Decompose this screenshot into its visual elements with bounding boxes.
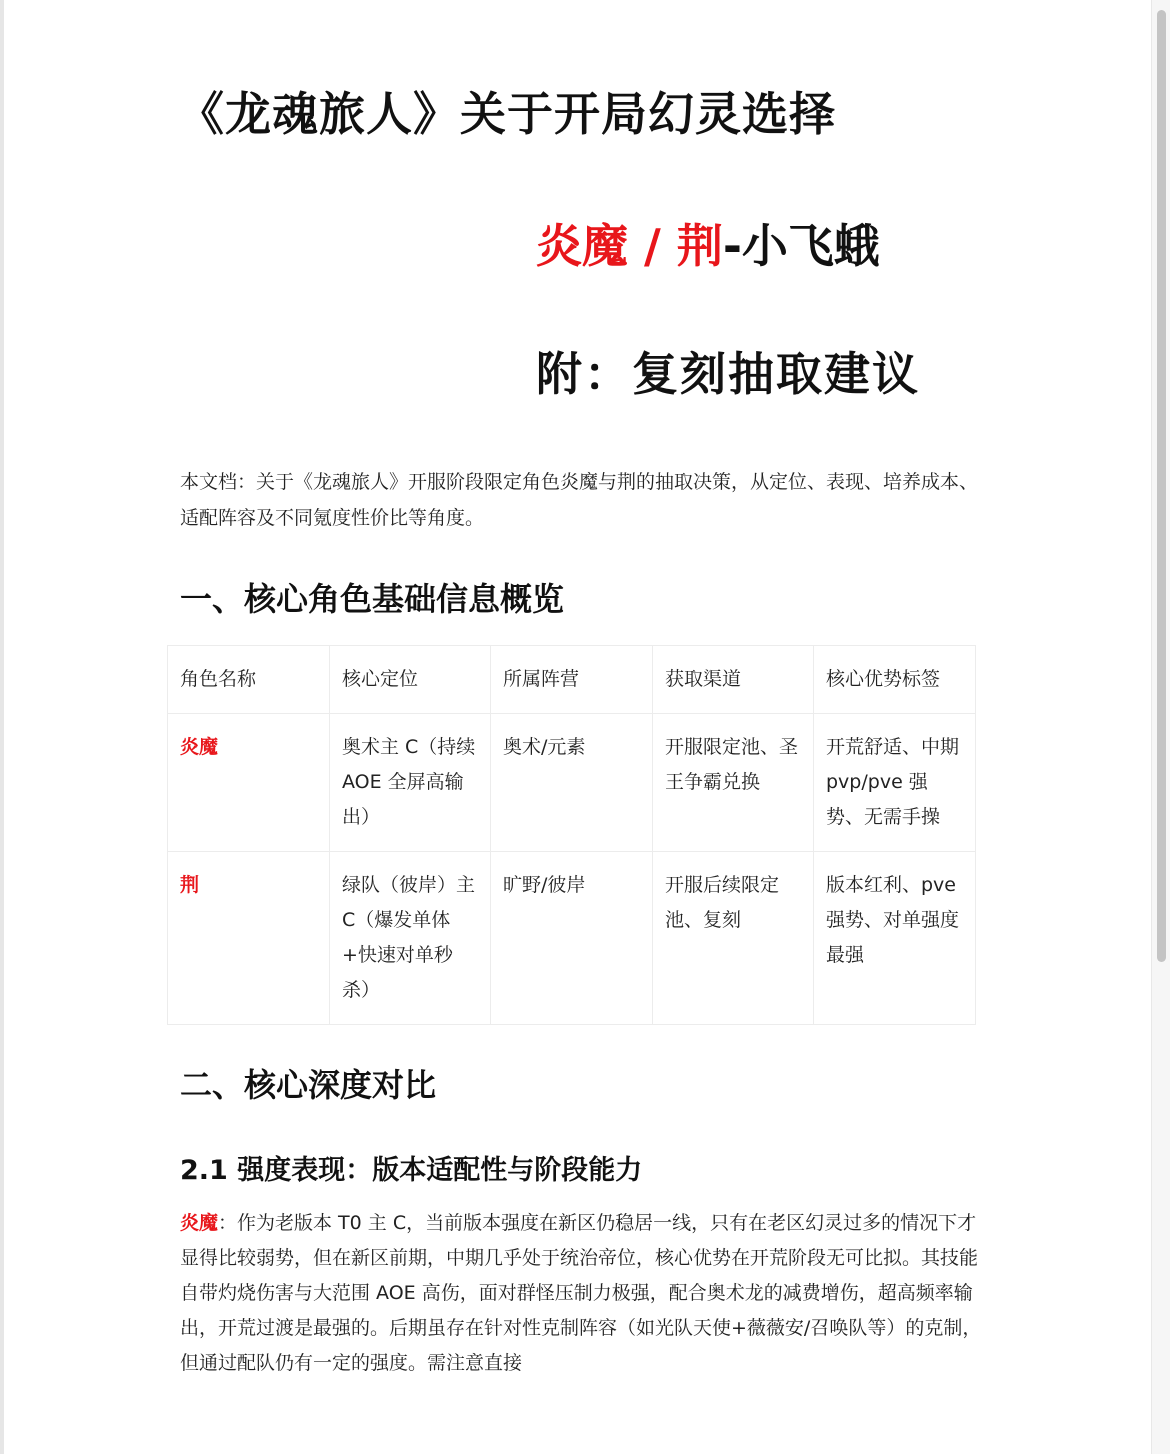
paragraph-text: ：作为老版本 T0 主 C，当前版本强度在新区仍稳居一线，只有在老区幻灵过多的情况下才显得比较弱势，但在新区前期，中期几乎处于统治帝位，核心优势在开荒阶段无可比拟。其技能自带灼烧伤害与大范围 AOE 高伤，面对群怪压制力极强，配合奥术龙的减费增伤，超高频率输出，开荒过渡是最强的。后期虽存在针对性克制阵容（如光队天使+薇薇安/召唤队等）的克制，但通过配队仍有一定的强度。需注意直接 [180, 1212, 982, 1374]
table-header-cell: 所属阵营 [491, 646, 653, 714]
table-header-cell: 获取渠道 [653, 646, 814, 714]
doc-title: 《龙魂旅人》关于开局幻灵选择 [178, 87, 836, 141]
table-header-cell: 核心优势标签 [814, 646, 976, 714]
table-header-cell: 核心定位 [330, 646, 491, 714]
doc-subtitle [536, 210, 880, 276]
paragraph-character-name: 炎魔 [180, 1212, 219, 1234]
subtitle-author: -小飞蛾 [722, 219, 880, 273]
scrollbar-thumb[interactable] [1157, 10, 1166, 962]
table-row [168, 714, 976, 852]
table-header-cell: 角色名称 [168, 646, 330, 714]
table-cell: 版本红利、pve 强势、对单强度最强 [814, 852, 976, 1025]
table-cell: 旷野/彼岸 [491, 852, 653, 1025]
doc-appendix-title: 附：复刻抽取建议 [536, 347, 920, 401]
subtitle-characters: 炎魔 / 荆 [536, 219, 723, 273]
intro-paragraph: 本文档：关于《龙魂旅人》开服阶段限定角色炎魔与荆的抽取决策，从定位、表现、培养成本、适配阵容及不同氪度性价比等角度。 [180, 471, 979, 529]
table-cell: 开服后续限定池、复刻 [653, 852, 814, 1025]
table-cell: 奥术主 C（持续 AOE 全屏高输出） [330, 714, 491, 852]
character-info-table [167, 645, 976, 1025]
scrollbar-track[interactable] [1151, 0, 1170, 1454]
table-cell: 绿队（彼岸）主 C（爆发单体+快速对单秒杀） [330, 852, 491, 1025]
section-heading-comparison: 二、核心深度对比 [180, 1066, 437, 1104]
table-header-row [168, 646, 976, 714]
subsection-heading-strength: 2.1 强度表现：版本适配性与阶段能力 [180, 1155, 643, 1186]
character-name: 炎魔 [168, 714, 330, 852]
table-cell: 奥术/元素 [491, 714, 653, 852]
table-row [168, 852, 976, 1025]
section-heading-overview: 一、核心角色基础信息概览 [180, 580, 565, 618]
character-name: 荆 [168, 852, 330, 1025]
page-edge [0, 0, 4, 1454]
table-cell: 开荒舒适、中期 pvp/pve 强势、无需手操 [814, 714, 976, 852]
table-cell: 开服限定池、圣王争霸兑换 [653, 714, 814, 852]
strength-paragraph [180, 1206, 990, 1381]
